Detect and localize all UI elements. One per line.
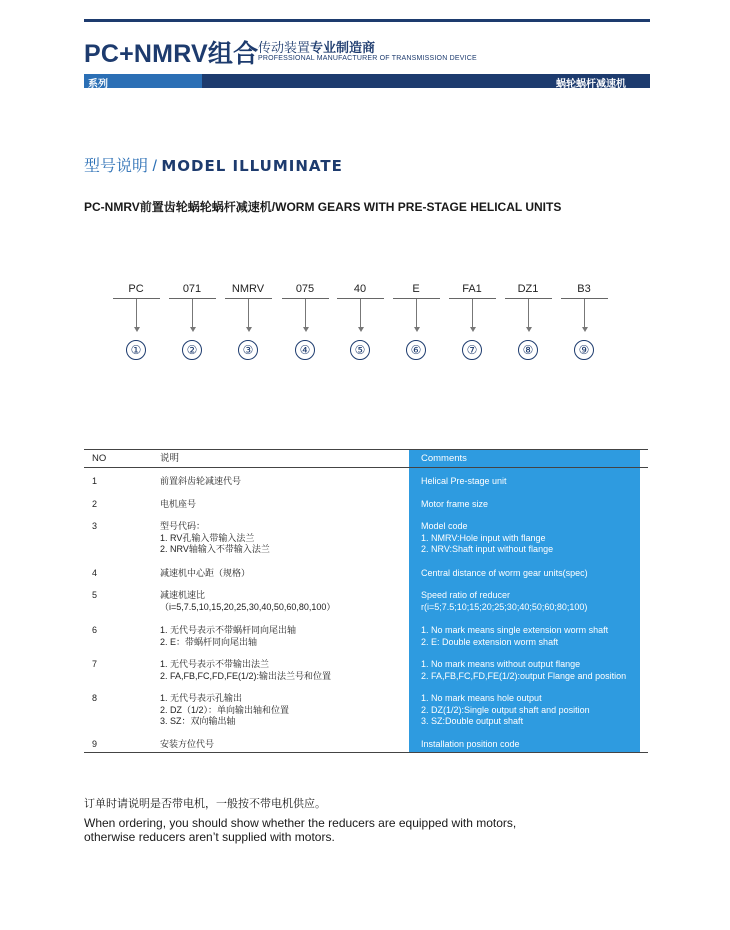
top-rule <box>84 19 650 22</box>
section-title-en: MODEL ILLUMINATE <box>161 157 343 175</box>
arrow-down-icon <box>246 327 252 332</box>
page-title: PC+NMRV组合 <box>84 40 259 68</box>
arrow-down-icon <box>190 327 196 332</box>
tagline-en: PROFESSIONAL MANUFACTURER OF TRANSMISSION DEVICE <box>258 55 477 62</box>
down-arrow-line <box>528 299 529 330</box>
model-code-segment: 071 <box>182 283 202 295</box>
table-top-rule <box>84 449 648 450</box>
row-description-cn: 型号代码： 1. RV孔输入带输入法兰 2. NRV轴输入不带输入法兰 <box>160 521 270 554</box>
down-arrow-line <box>584 299 585 330</box>
row-description-cn: 安装方位代号 <box>160 739 215 749</box>
down-arrow-line <box>305 299 306 330</box>
tagline-cn-light: 传动装置 <box>258 40 311 55</box>
header-no: NO <box>92 453 107 464</box>
row-comment-en: 1. No mark means without output flange 2. FA,FB,FC,FD,FE(1/2):output Flange and position <box>421 659 627 681</box>
tagline-cn-bold: 专业制造商 <box>310 40 376 55</box>
row-number: 5 <box>92 590 98 600</box>
header-description: 说明 <box>160 453 180 464</box>
tagline-cn <box>258 37 375 56</box>
model-code-segment: PC <box>128 283 144 295</box>
code-index-number: ⑦ <box>462 340 482 360</box>
row-comment-en: 1. No mark means single extension worm shaft 2. E: Double extension worm shaft <box>421 625 609 647</box>
code-index-number: ⑨ <box>574 340 594 360</box>
row-description-cn: 前置斜齿轮减速代号 <box>160 476 242 486</box>
row-comment-en: Model code 1. NMRV:Hole input with flange 2. NRV:Shaft input without flange <box>421 521 554 554</box>
row-number: 1 <box>92 476 98 486</box>
arrow-down-icon <box>470 327 476 332</box>
model-code-segment: FA1 <box>462 283 482 295</box>
model-code-segment: DZ1 <box>517 283 539 295</box>
code-index-number: ⑥ <box>406 340 426 360</box>
row-comment-en: Central distance of worm gear units(spec) <box>421 568 588 578</box>
code-index-number: ② <box>182 340 202 360</box>
row-number: 7 <box>92 659 98 669</box>
row-number: 4 <box>92 568 98 578</box>
row-description-cn: 1. 无代号表示不带输出法兰 2. FA,FB,FC,FD,FE(1/2):输出法兰号和位置 <box>160 659 332 681</box>
row-number: 6 <box>92 625 98 635</box>
arrow-down-icon <box>526 327 532 332</box>
model-code-segment: B3 <box>577 283 591 295</box>
band-product-label: 蜗轮蜗杆减速机 <box>556 79 626 90</box>
row-number: 9 <box>92 739 98 749</box>
row-number: 8 <box>92 693 98 703</box>
section-title <box>84 153 343 176</box>
table-header-rule <box>84 467 648 468</box>
model-code-segment: E <box>412 283 420 295</box>
arrow-down-icon <box>582 327 588 332</box>
arrow-down-icon <box>134 327 140 332</box>
model-code-segment: NMRV <box>231 283 265 295</box>
table-bottom-rule <box>84 752 648 753</box>
row-comment-en: Helical Pre-stage unit <box>421 476 507 486</box>
down-arrow-line <box>192 299 193 330</box>
code-index-number: ⑤ <box>350 340 370 360</box>
down-arrow-line <box>136 299 137 330</box>
arrow-down-icon <box>358 327 364 332</box>
order-note-en: When ordering, you should show whether the reducers are equipped with motors, otherwise reducers aren’t supplied with motors. <box>84 816 517 844</box>
row-number: 3 <box>92 521 98 531</box>
down-arrow-line <box>360 299 361 330</box>
row-comment-en: Installation position code <box>421 739 520 749</box>
row-description-cn: 减速机速比 （i=5,7.5,10,15,20,25,30,40,50,60,80,100） <box>160 590 336 612</box>
band-series-label: 系列 <box>88 79 108 90</box>
model-code-segment: 075 <box>295 283 315 295</box>
section-subtitle: PC-NMRV前置齿轮蜗轮蜗杆减速机/WORM GEARS WITH PRE-STAGE HELICAL UNITS <box>84 200 562 214</box>
code-index-number: ① <box>126 340 146 360</box>
model-code-segment: 40 <box>353 283 367 295</box>
code-index-number: ③ <box>238 340 258 360</box>
row-description-cn: 减速机中心距（规格） <box>160 568 251 578</box>
row-comment-en: Speed ratio of reducer r(i=5;7.5;10;15;20;25;30;40;50;60;80;100) <box>421 590 588 612</box>
header-comments: Comments <box>421 453 467 464</box>
header-band <box>84 74 650 88</box>
section-title-cn: 型号说明 / <box>84 158 162 175</box>
row-number: 2 <box>92 499 98 509</box>
down-arrow-line <box>472 299 473 330</box>
code-index-number: ⑧ <box>518 340 538 360</box>
row-description-cn: 电机座号 <box>160 499 197 509</box>
row-comment-en: 1. No mark means hole output 2. DZ(1/2):Single output shaft and position 3. SZ:Double output shaft <box>421 693 590 726</box>
order-note-cn: 订单时请说明是否带电机，一般按不带电机供应。 <box>84 798 326 810</box>
arrow-down-icon <box>414 327 420 332</box>
row-comment-en: Motor frame size <box>421 499 489 509</box>
down-arrow-line <box>416 299 417 330</box>
arrow-down-icon <box>303 327 309 332</box>
down-arrow-line <box>248 299 249 330</box>
code-index-number: ④ <box>295 340 315 360</box>
row-description-cn: 1. 无代号表示不带蜗杆同向尾出轴 2. E：带蜗杆同向尾出轴 <box>160 625 297 647</box>
row-description-cn: 1. 无代号表示孔输出 2. DZ（1/2）：单向输出轴和位置 3. SZ：双向输出轴 <box>160 693 290 726</box>
